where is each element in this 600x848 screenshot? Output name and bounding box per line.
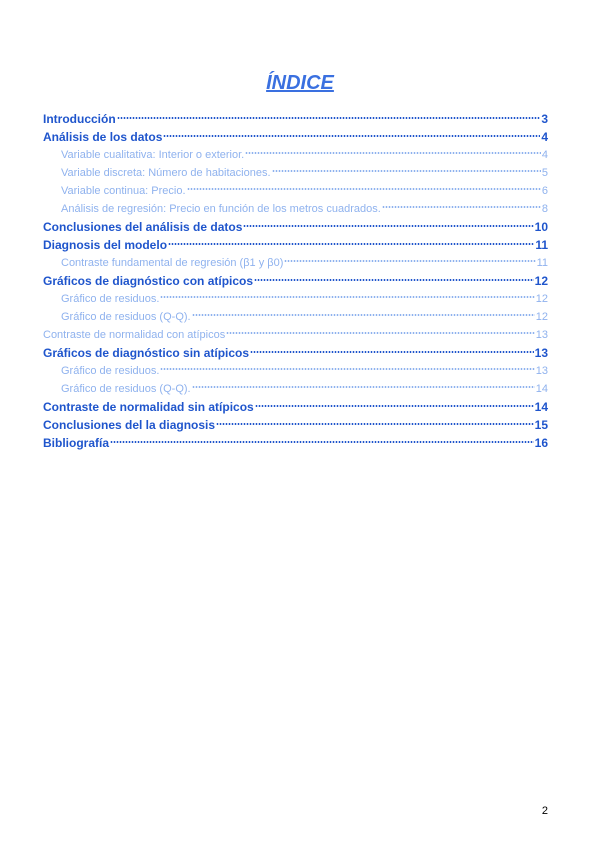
toc-entry-label: Diagnosis del modelo — [43, 238, 168, 252]
toc-dot-leader — [192, 385, 535, 389]
page-title: ÍNDICE — [266, 72, 334, 94]
toc-entry-label: Contraste de normalidad sin atípicos — [43, 400, 254, 414]
toc-entry[interactable] — [43, 272, 548, 290]
toc-dot-leader — [245, 151, 541, 155]
toc-entry-page: 15 — [534, 418, 548, 432]
page-number: 2 — [541, 805, 548, 817]
toc-dot-leader — [187, 187, 541, 191]
toc-entry-label: Variable continua: Precio. — [61, 185, 186, 197]
toc-entry[interactable] — [43, 380, 548, 398]
toc-entry[interactable] — [43, 236, 548, 254]
toc-entry-page: 11 — [535, 238, 548, 252]
toc-entry[interactable] — [43, 308, 548, 326]
toc-entry[interactable] — [43, 164, 548, 182]
toc-entry-page: 12 — [535, 293, 548, 305]
toc-dot-leader — [272, 169, 541, 173]
toc-dot-leader — [117, 116, 541, 120]
toc-entry-page: 4 — [541, 130, 548, 144]
toc-entry[interactable] — [43, 110, 548, 128]
toc-entry[interactable] — [43, 434, 548, 452]
toc-entry-label: Contraste de normalidad con atípicos — [43, 329, 226, 341]
toc-entry-label: Análisis de los datos — [43, 130, 163, 144]
toc-entry-label: Bibliografía — [43, 436, 110, 450]
toc-entry[interactable] — [43, 416, 548, 434]
toc-dot-leader — [168, 242, 534, 246]
toc-entry-label: Gráfico de residuos. — [61, 365, 160, 377]
toc-dot-leader — [163, 134, 540, 138]
toc-entry-page: 4 — [541, 149, 548, 161]
toc-entry[interactable] — [43, 344, 548, 362]
toc-entry[interactable] — [43, 290, 548, 308]
toc-entry-label: Introducción — [43, 112, 116, 126]
toc-dot-leader — [284, 259, 535, 263]
toc-entry[interactable] — [43, 254, 548, 272]
toc-entry-page: 13 — [534, 346, 548, 360]
toc-entry-label: Conclusiones del análisis de datos — [43, 220, 243, 234]
toc-dot-leader — [382, 205, 541, 209]
toc-entry-page: 5 — [541, 167, 548, 179]
toc-entry-label: Análisis de regresión: Precio en función de los metros cuadrados. — [61, 203, 381, 215]
toc-entry[interactable] — [43, 128, 548, 146]
toc-entry-page: 10 — [534, 220, 548, 234]
toc-entry[interactable] — [43, 182, 548, 200]
toc-dot-leader — [243, 224, 533, 228]
toc-dot-leader — [110, 440, 534, 444]
toc-entry-page: 11 — [536, 257, 548, 269]
toc-entry-label: Gráficos de diagnóstico con atípicos — [43, 274, 254, 288]
toc-dot-leader — [160, 367, 534, 371]
toc-entry-label: Variable cualitativa: Interior o exterior. — [61, 149, 245, 161]
toc-dot-leader — [160, 295, 534, 299]
toc-dot-leader — [254, 278, 534, 282]
toc-entry-label: Gráficos de diagnóstico sin atípicos — [43, 346, 250, 360]
toc-dot-leader — [192, 313, 535, 317]
toc-entry[interactable] — [43, 362, 548, 380]
toc-dot-leader — [216, 422, 534, 426]
toc-entry-page: 8 — [541, 203, 548, 215]
toc-entry-page: 14 — [534, 400, 548, 414]
toc-dot-leader — [255, 404, 534, 408]
toc-entry[interactable] — [43, 326, 548, 344]
toc-entry-page: 12 — [535, 311, 548, 323]
toc-entry-label: Gráfico de residuos (Q-Q). — [61, 383, 191, 395]
toc-entry-label: Variable discreta: Número de habitaciones. — [61, 167, 271, 179]
toc-entry-page: 6 — [541, 185, 548, 197]
toc-entry-page: 12 — [534, 274, 548, 288]
toc-entry-label: Contraste fundamental de regresión (β1 y β0) — [61, 257, 284, 269]
toc-entry[interactable] — [43, 218, 548, 236]
toc-entry-label: Conclusiones del la diagnosis — [43, 418, 216, 432]
toc-entry-page: 16 — [534, 436, 548, 450]
toc-dot-leader — [250, 350, 534, 354]
toc-dot-leader — [226, 331, 535, 335]
toc-entry-label: Gráfico de residuos (Q-Q). — [61, 311, 191, 323]
toc-entry[interactable] — [43, 146, 548, 164]
toc-entry-label: Gráfico de residuos. — [61, 293, 160, 305]
toc-entry-page: 3 — [541, 112, 548, 126]
toc-entry-page: 14 — [535, 383, 548, 395]
toc-entry[interactable] — [43, 398, 548, 416]
toc-entry[interactable] — [43, 200, 548, 218]
table-of-contents — [43, 110, 548, 452]
toc-entry-page: 13 — [535, 329, 548, 341]
toc-entry-page: 13 — [535, 365, 548, 377]
